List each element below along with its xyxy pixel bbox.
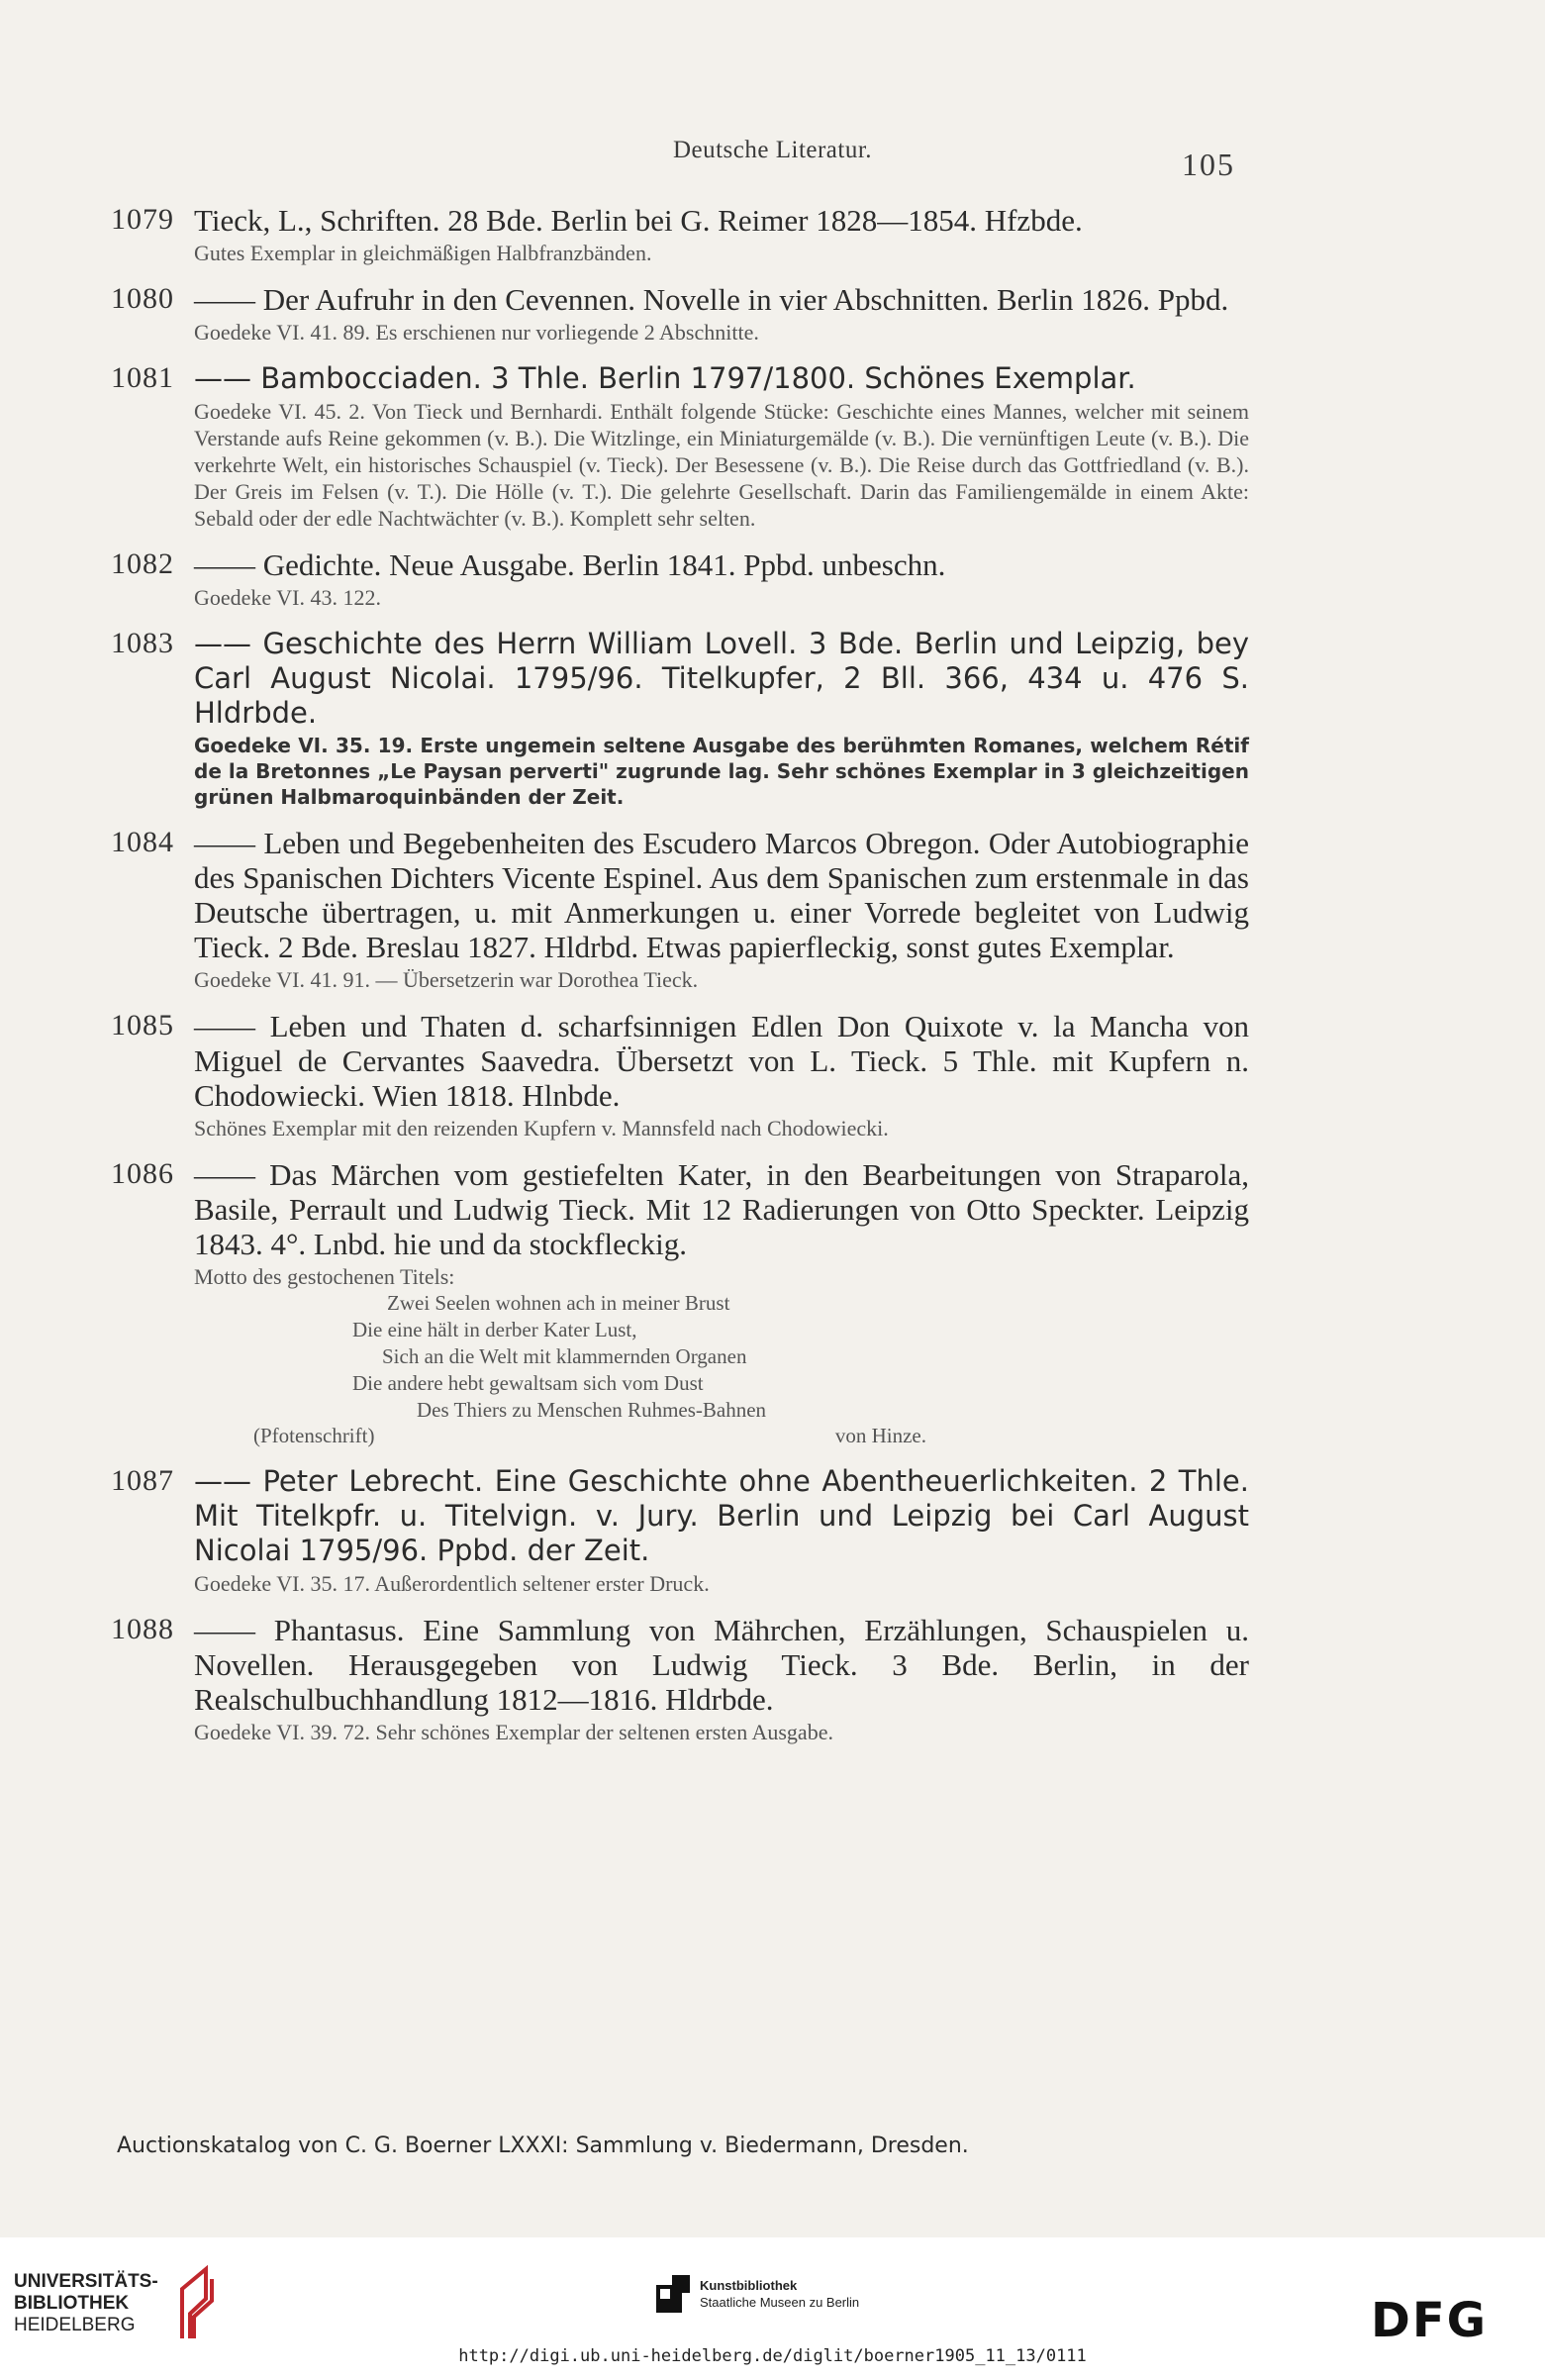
entry-title: —— Leben und Begebenheiten des Escudero Marcos Obregon. Oder Autobiographie des Spanischen Dichters Vicente Espinel. Aus dem Spanischen zum erstenmale in das Deutsche übertragen, u. mit Anmerkungen u. einer Vorrede begleitet von Ludwig Tieck. 2 Bde. Breslau 1827. Hldrbd. Etwas papierfleckig, sonst gutes Exemplar.	[194, 826, 1249, 964]
motto-line: Sich an die Welt mit klammernden Organen	[382, 1344, 747, 1368]
lot-number: 1086	[111, 1157, 174, 1190]
university-library-logo	[14, 2259, 222, 2342]
entry-title: —— Phantasus. Eine Sammlung von Mährchen, Erzählungen, Schauspielen u. Novellen. Herausgegeben von Ludwig Tieck. 3 Bde. Berlin, in der Realschulbuchhandlung 1812—1816. Hldrbde.	[194, 1613, 1249, 1717]
entry-note: Goedeke VI. 43. 122.	[194, 585, 381, 610]
motto-source-right: von Hinze.	[834, 1424, 926, 1447]
entry-note: Goedeke VI. 35. 17. Außerordentlich seltener erster Druck.	[194, 1571, 710, 1596]
entry-title: —— Das Märchen vom gestiefelten Kater, in den Bearbeitungen von Straparola, Basile, Perrault und Ludwig Tieck. Mit 12 Radierungen von Otto Speckter. Leipzig 1843. 4°. Lnbd. hie und da stockfleckig.	[194, 1157, 1249, 1261]
entry-note: Schönes Exemplar mit den reizenden Kupfern v. Mannsfeld nach Chodowiecki.	[194, 1116, 889, 1140]
lot-number: 1087	[111, 1464, 174, 1497]
entry-title: —— Peter Lebrecht. Eine Geschichte ohne Abentheuerlichkeiten. 2 Thle. Mit Titelkpfr. u. Titelvign. v. Jury. Berlin und Leipzig bei Carl August Nicolai 1795/96. Ppbd. der Zeit.	[194, 1464, 1249, 1567]
lot-number: 1085	[111, 1009, 174, 1041]
library-name-line: UNIVERSITÄTS-	[14, 2271, 158, 2292]
catalog-entries	[111, 203, 1249, 1745]
motto-line: Die andere hebt gewaltsam sich vom Dust	[352, 1371, 704, 1395]
catalog-entry	[111, 627, 1249, 810]
page-number: 105	[1182, 147, 1235, 182]
dfg-logo-text: DFG	[1371, 2295, 1489, 2340]
entry-note: Goedeke VI. 39. 72. Sehr schönes Exemplar der seltenen ersten Ausgabe.	[194, 1720, 833, 1744]
entry-note: Goedeke VI. 35. 19. Erste ungemein seltene Ausgabe des berühmten Romanes, welchem Rétif de la Bretonnes „Le Paysan perverti" zugrunde lag. Sehr schönes Exemplar in 3 gleichzeitigen grünen Halbmaroquinbänden der Zeit.	[194, 734, 1249, 809]
catalog-footer-line: Auctionskatalog von C. G. Boerner LXXXI: Sammlung v. Biedermann, Dresden.	[117, 2133, 969, 2158]
entry-note: Goedeke VI. 41. 89. Es erschienen nur vorliegende 2 Abschnitte.	[194, 320, 759, 345]
kunstbibliothek-subtitle: Staatliche Museen zu Berlin	[700, 2295, 860, 2310]
catalog-entry	[111, 282, 1249, 346]
lot-number: 1081	[111, 361, 174, 394]
running-title: Deutsche Literatur.	[672, 137, 873, 163]
catalog-entry	[111, 826, 1249, 993]
library-name-line: HEIDELBERG	[14, 2315, 136, 2335]
dfg-logo	[1371, 2295, 1519, 2340]
entry-title: —— Leben und Thaten d. scharfsinnigen Edlen Don Quixote v. la Mancha von Miguel de Cervantes Saavedra. Übersetzt von L. Tieck. 5 Thle. mit Kupfern n. Chodowiecki. Wien 1818. Hlnbde.	[194, 1009, 1249, 1113]
entry-note: Goedeke VI. 45. 2. Von Tieck und Bernhardi. Enthält folgende Stücke: Geschichte eines Mannes, welcher mit seinem Verstande aufs Reine gekommen (v. B.). Die Witzlinge, ein Miniaturgemälde (v. B.). Die vernünftigen Leute (v. B.). Die verkehrte Welt, ein historisches Schauspiel (v. Tieck). Der Besessene (v. B.). Die Reise durch das Gottfriedland (v. B.). Der Greis im Felsen (v. T.). Die Hölle (v. T.). Die gelehrte Gesellschaft. Darin das Familiengemälde in einem Akte: Sebald oder der edle Nachtwächter (v. B.). Komplett sehr selten.	[194, 399, 1249, 531]
motto-source	[194, 1424, 926, 1448]
lot-number: 1083	[111, 627, 174, 659]
library-name-line: BIBLIOTHEK	[14, 2293, 130, 2314]
motto-line: Zwei Seelen wohnen ach in meiner Brust	[387, 1291, 730, 1315]
kunstbibliothek-name: Kunstbibliothek	[700, 2278, 798, 2293]
entry-title: Tieck, L., Schriften. 28 Bde. Berlin bei G. Reimer 1828—1854. Hfzbde.	[194, 203, 1083, 238]
catalog-entry	[111, 1009, 1249, 1141]
catalog-entry	[111, 1613, 1249, 1745]
catalog-entry	[111, 203, 1249, 266]
entry-title: —— Der Aufruhr in den Cevennen. Novelle in vier Abschnitten. Berlin 1826. Ppbd.	[194, 282, 1229, 317]
library-emblem-icon	[162, 2259, 222, 2342]
lot-number: 1079	[111, 203, 174, 236]
source-url[interactable]: http://digi.ub.uni-heidelberg.de/diglit/boerner1905_11_13/0111	[458, 2346, 1087, 2366]
entry-title: —— Gedichte. Neue Ausgabe. Berlin 1841. Ppbd. unbeschn.	[194, 547, 946, 582]
entry-title: —— Bambocciaden. 3 Thle. Berlin 1797/1800. Schönes Exemplar.	[194, 361, 1136, 395]
library-name	[14, 2271, 158, 2336]
motto-line: Des Thiers zu Menschen Ruhmes-Bahnen	[417, 1398, 767, 1422]
catalog-entry	[111, 1464, 1249, 1597]
lot-number: 1088	[111, 1613, 174, 1645]
catalog-entry	[111, 547, 1249, 611]
catalog-entry	[111, 1157, 1249, 1448]
entry-note: Goedeke VI. 41. 91. — Übersetzerin war Dorothea Tieck.	[194, 967, 699, 992]
lot-number: 1082	[111, 547, 174, 580]
entry-title: —— Geschichte des Herrn William Lovell. 3 Bde. Berlin und Leipzig, bey Carl August Nicolai. 1795/96. Titelkupfer, 2 Bll. 366, 434 u. 476 S. Hldrbde.	[194, 627, 1249, 730]
entry-note: Motto des gestochenen Titels:	[194, 1264, 455, 1289]
motto-line: Die eine hält in derber Kater Lust,	[352, 1318, 637, 1341]
lot-number: 1080	[111, 282, 174, 315]
motto-source-left: (Pfotenschrift)	[253, 1424, 375, 1447]
entry-note: Gutes Exemplar in gleichmäßigen Halbfranzbänden.	[194, 241, 652, 265]
lot-number: 1084	[111, 826, 174, 858]
catalog-entry	[111, 361, 1249, 532]
motto-verse	[194, 1290, 1249, 1448]
kunstbibliothek-mark-icon	[656, 2275, 690, 2313]
kunstbibliothek-logo	[656, 2275, 859, 2313]
